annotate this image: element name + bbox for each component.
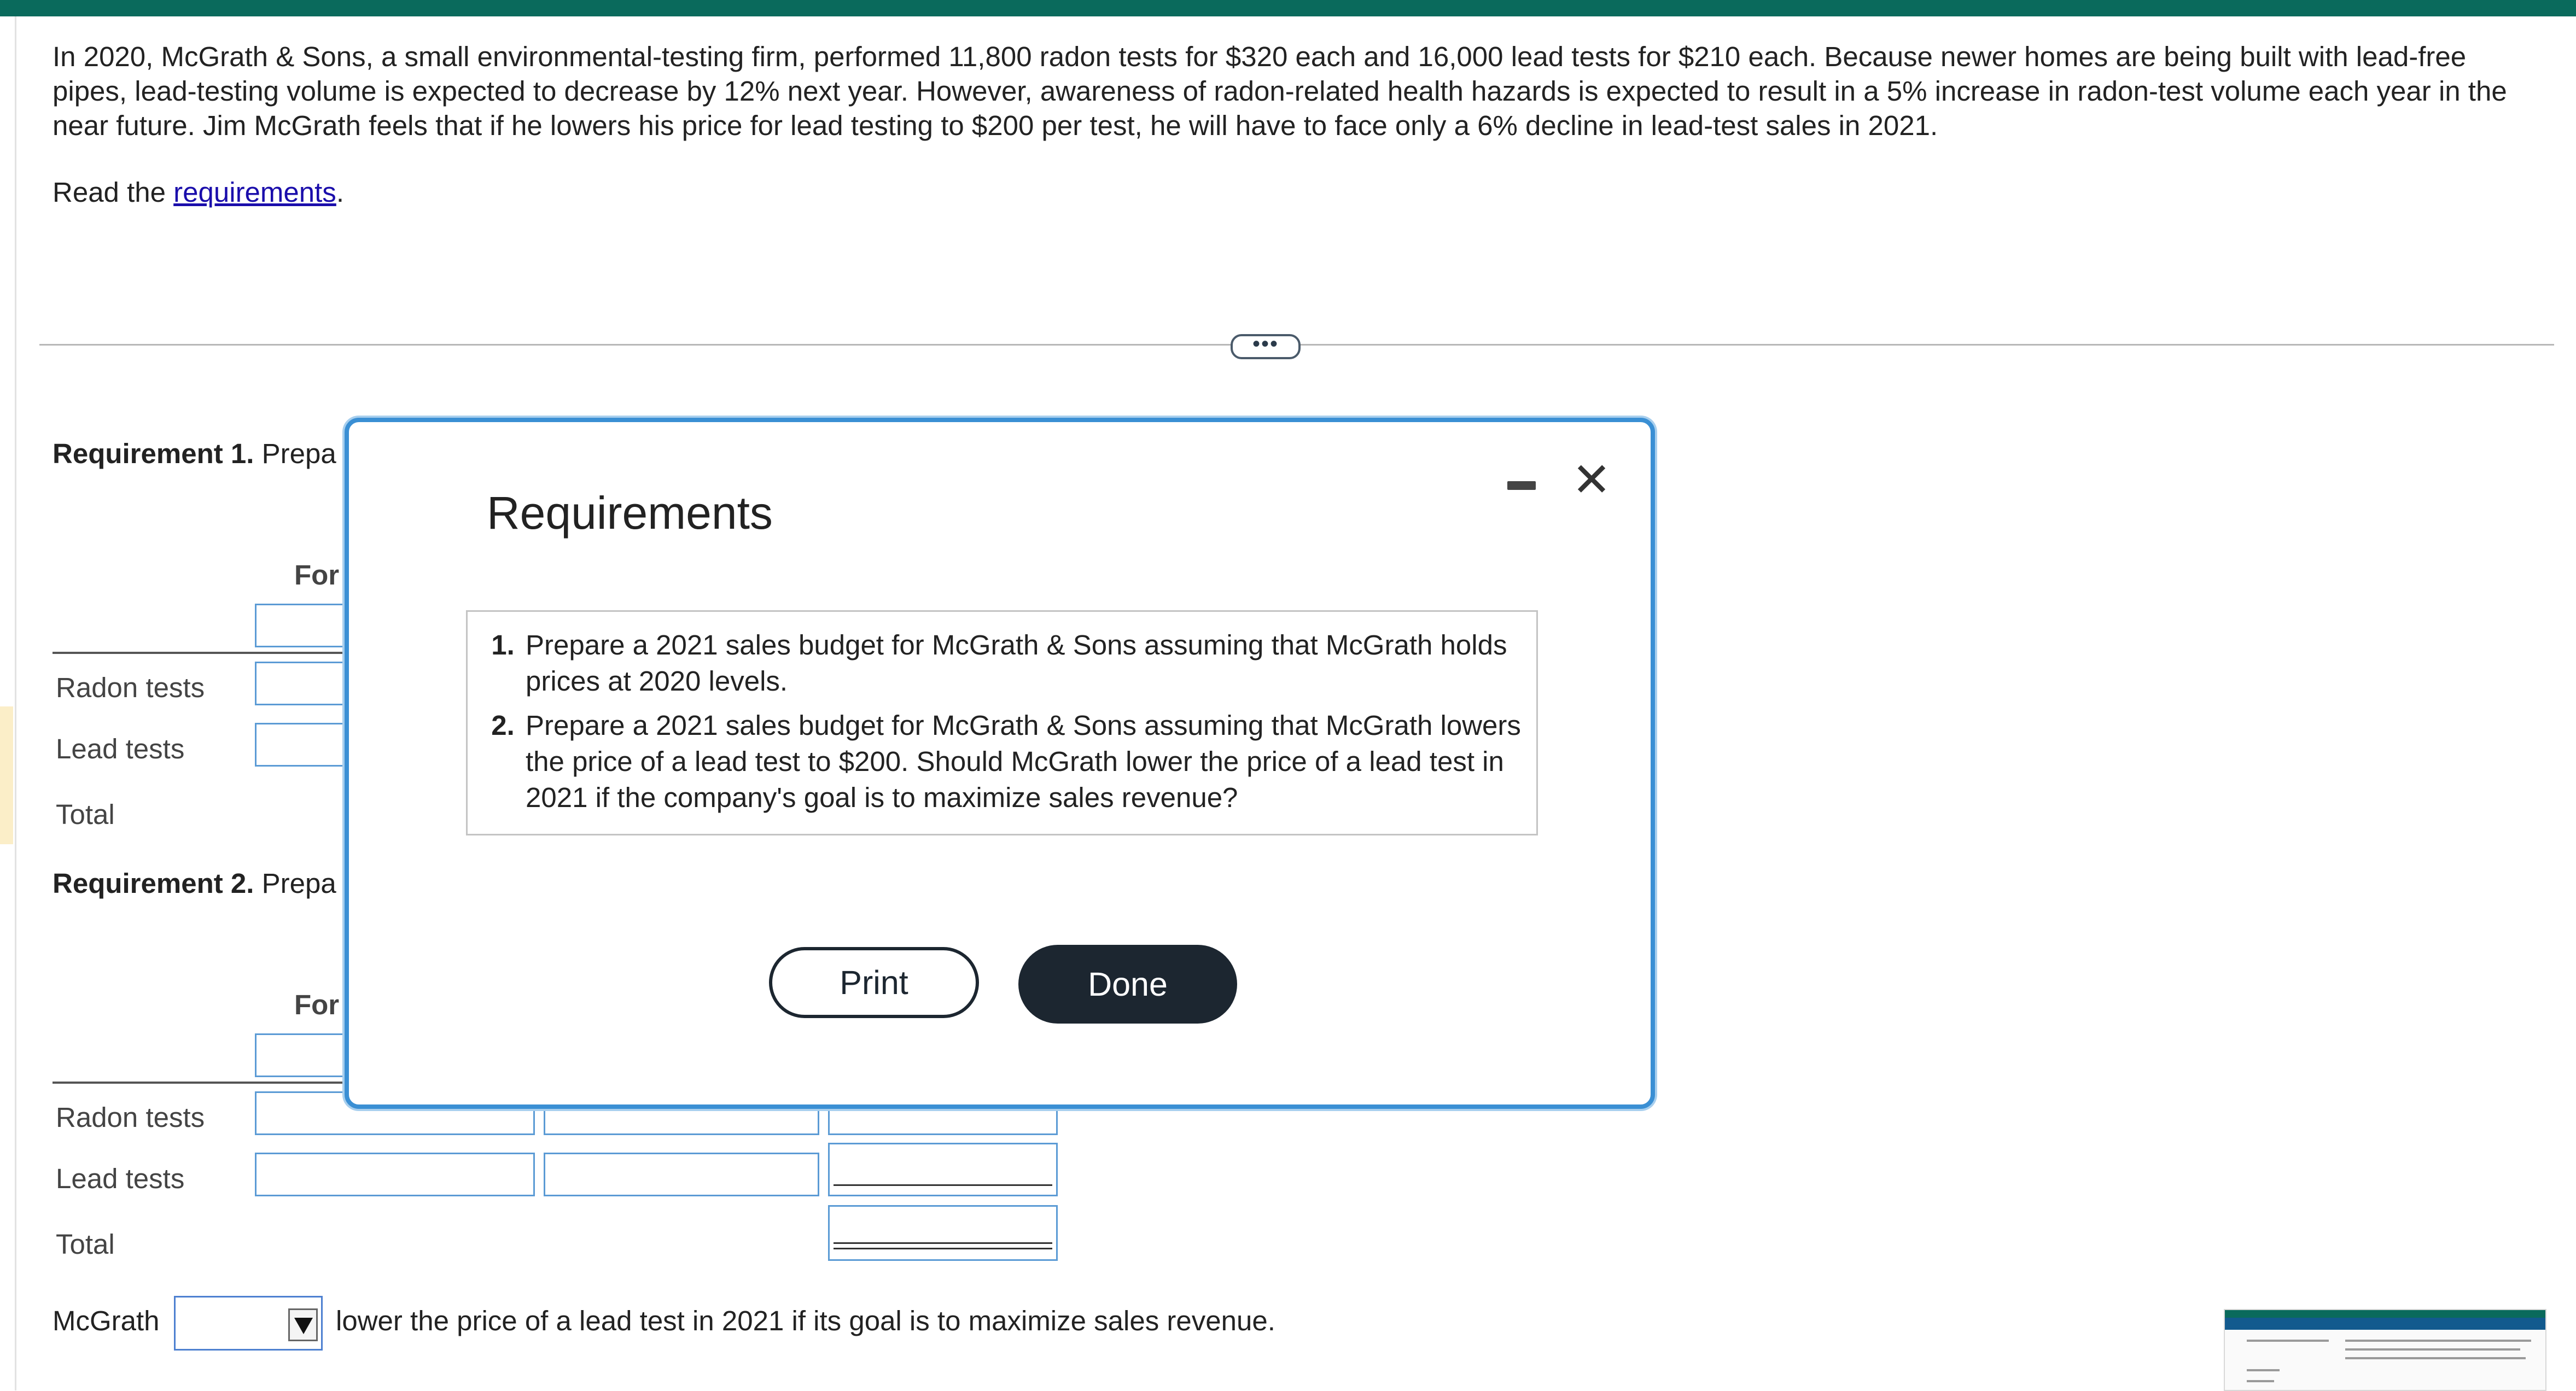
req1-header-input[interactable] xyxy=(255,604,353,647)
req2-total-revenue-input[interactable] xyxy=(828,1205,1058,1261)
requirement-2-label: Requirement 2. xyxy=(53,868,254,899)
requirements-list xyxy=(468,612,1536,816)
requirement-1-for-header: For xyxy=(294,559,340,591)
left-border xyxy=(15,16,16,1390)
req2-header-input[interactable] xyxy=(255,1033,353,1077)
req1-row-lead-label: Lead tests xyxy=(56,733,185,764)
done-button[interactable]: Done xyxy=(1018,945,1237,1024)
req2-lead-price-input[interactable] xyxy=(544,1153,819,1196)
minimize-icon[interactable] xyxy=(1507,481,1536,490)
conclusion-prefix: McGrath xyxy=(53,1305,160,1336)
req2-lead-units-input[interactable] xyxy=(255,1153,535,1196)
req2-row-total-label: Total xyxy=(56,1229,115,1260)
req2-row-radon-label: Radon tests xyxy=(56,1102,205,1133)
req1-header-rule xyxy=(53,652,359,654)
req1-row-radon-label: Radon tests xyxy=(56,672,205,703)
requirement-1-label: Requirement 1. xyxy=(53,438,254,469)
req1-radon-input[interactable] xyxy=(255,662,353,705)
requirements-list-box xyxy=(466,610,1538,835)
conclusion-suffix: lower the price of a lead test in 2021 if its goal is to maximize sales revenue. xyxy=(336,1305,1275,1336)
active-question-marker xyxy=(0,706,13,844)
requirement-1-heading xyxy=(53,437,336,470)
should-lower-price-select[interactable] xyxy=(174,1296,323,1351)
requirement-2-text: Prepa xyxy=(254,868,336,899)
requirement-2-for-header: For xyxy=(294,989,340,1020)
req2-lead-underline xyxy=(834,1184,1052,1186)
req2-lead-revenue-input[interactable] xyxy=(828,1143,1058,1196)
req1-lead-input[interactable] xyxy=(255,723,353,767)
req2-row-lead-label: Lead tests xyxy=(56,1163,185,1194)
req2-total-double-underline-1 xyxy=(834,1242,1052,1244)
top-banner xyxy=(0,0,2576,16)
dropdown-arrow-icon[interactable] xyxy=(288,1308,318,1341)
read-suffix: . xyxy=(336,177,344,208)
requirement-1-text: Prepa xyxy=(254,438,336,469)
expand-more-button[interactable]: ••• xyxy=(1231,334,1301,359)
requirement-item-1: 1. Prepare a 2021 sales budget for McGrath & Sons assuming that McGrath holds prices at 2020 levels. xyxy=(522,627,1536,699)
req1-row-total-label: Total xyxy=(56,799,115,830)
req2-header-rule xyxy=(53,1082,359,1084)
read-requirements-line xyxy=(53,176,344,208)
problem-statement: In 2020, McGrath & Sons, a small environmental-testing firm, performed 11,800 radon tests for $320 each and 16,000 lead tests for $210 each. Because newer homes are being built with lead-free pipes, lead-testing volume is expected to decrease by 12% next year. However, awareness of radon-related health hazards is expected to result in a 5% increase in radon-test volume each year in the near future. Jim McGrath feels that if he lowers his price for lead testing to $200 per test, he will have to face only a 6% decline in lead-test sales in 2021. xyxy=(53,41,2507,141)
modal-title: Requirements xyxy=(487,487,773,539)
page-thumbnail[interactable] xyxy=(2224,1309,2546,1391)
close-icon[interactable]: ✕ xyxy=(1572,454,1612,506)
requirement-item-2: 2. Prepare a 2021 sales budget for McGrath & Sons assuming that McGrath lowers the price of a lead test to $200. Should McGrath lower the price of a lead test in 2021 if the company's goal is to maximize sales revenue? xyxy=(522,708,1536,816)
requirement-2-heading xyxy=(53,867,336,899)
requirements-link[interactable]: requirements xyxy=(173,177,336,208)
print-button[interactable]: Print xyxy=(769,947,979,1018)
read-prefix: Read the xyxy=(53,177,174,208)
req2-total-double-underline-2 xyxy=(834,1248,1052,1249)
